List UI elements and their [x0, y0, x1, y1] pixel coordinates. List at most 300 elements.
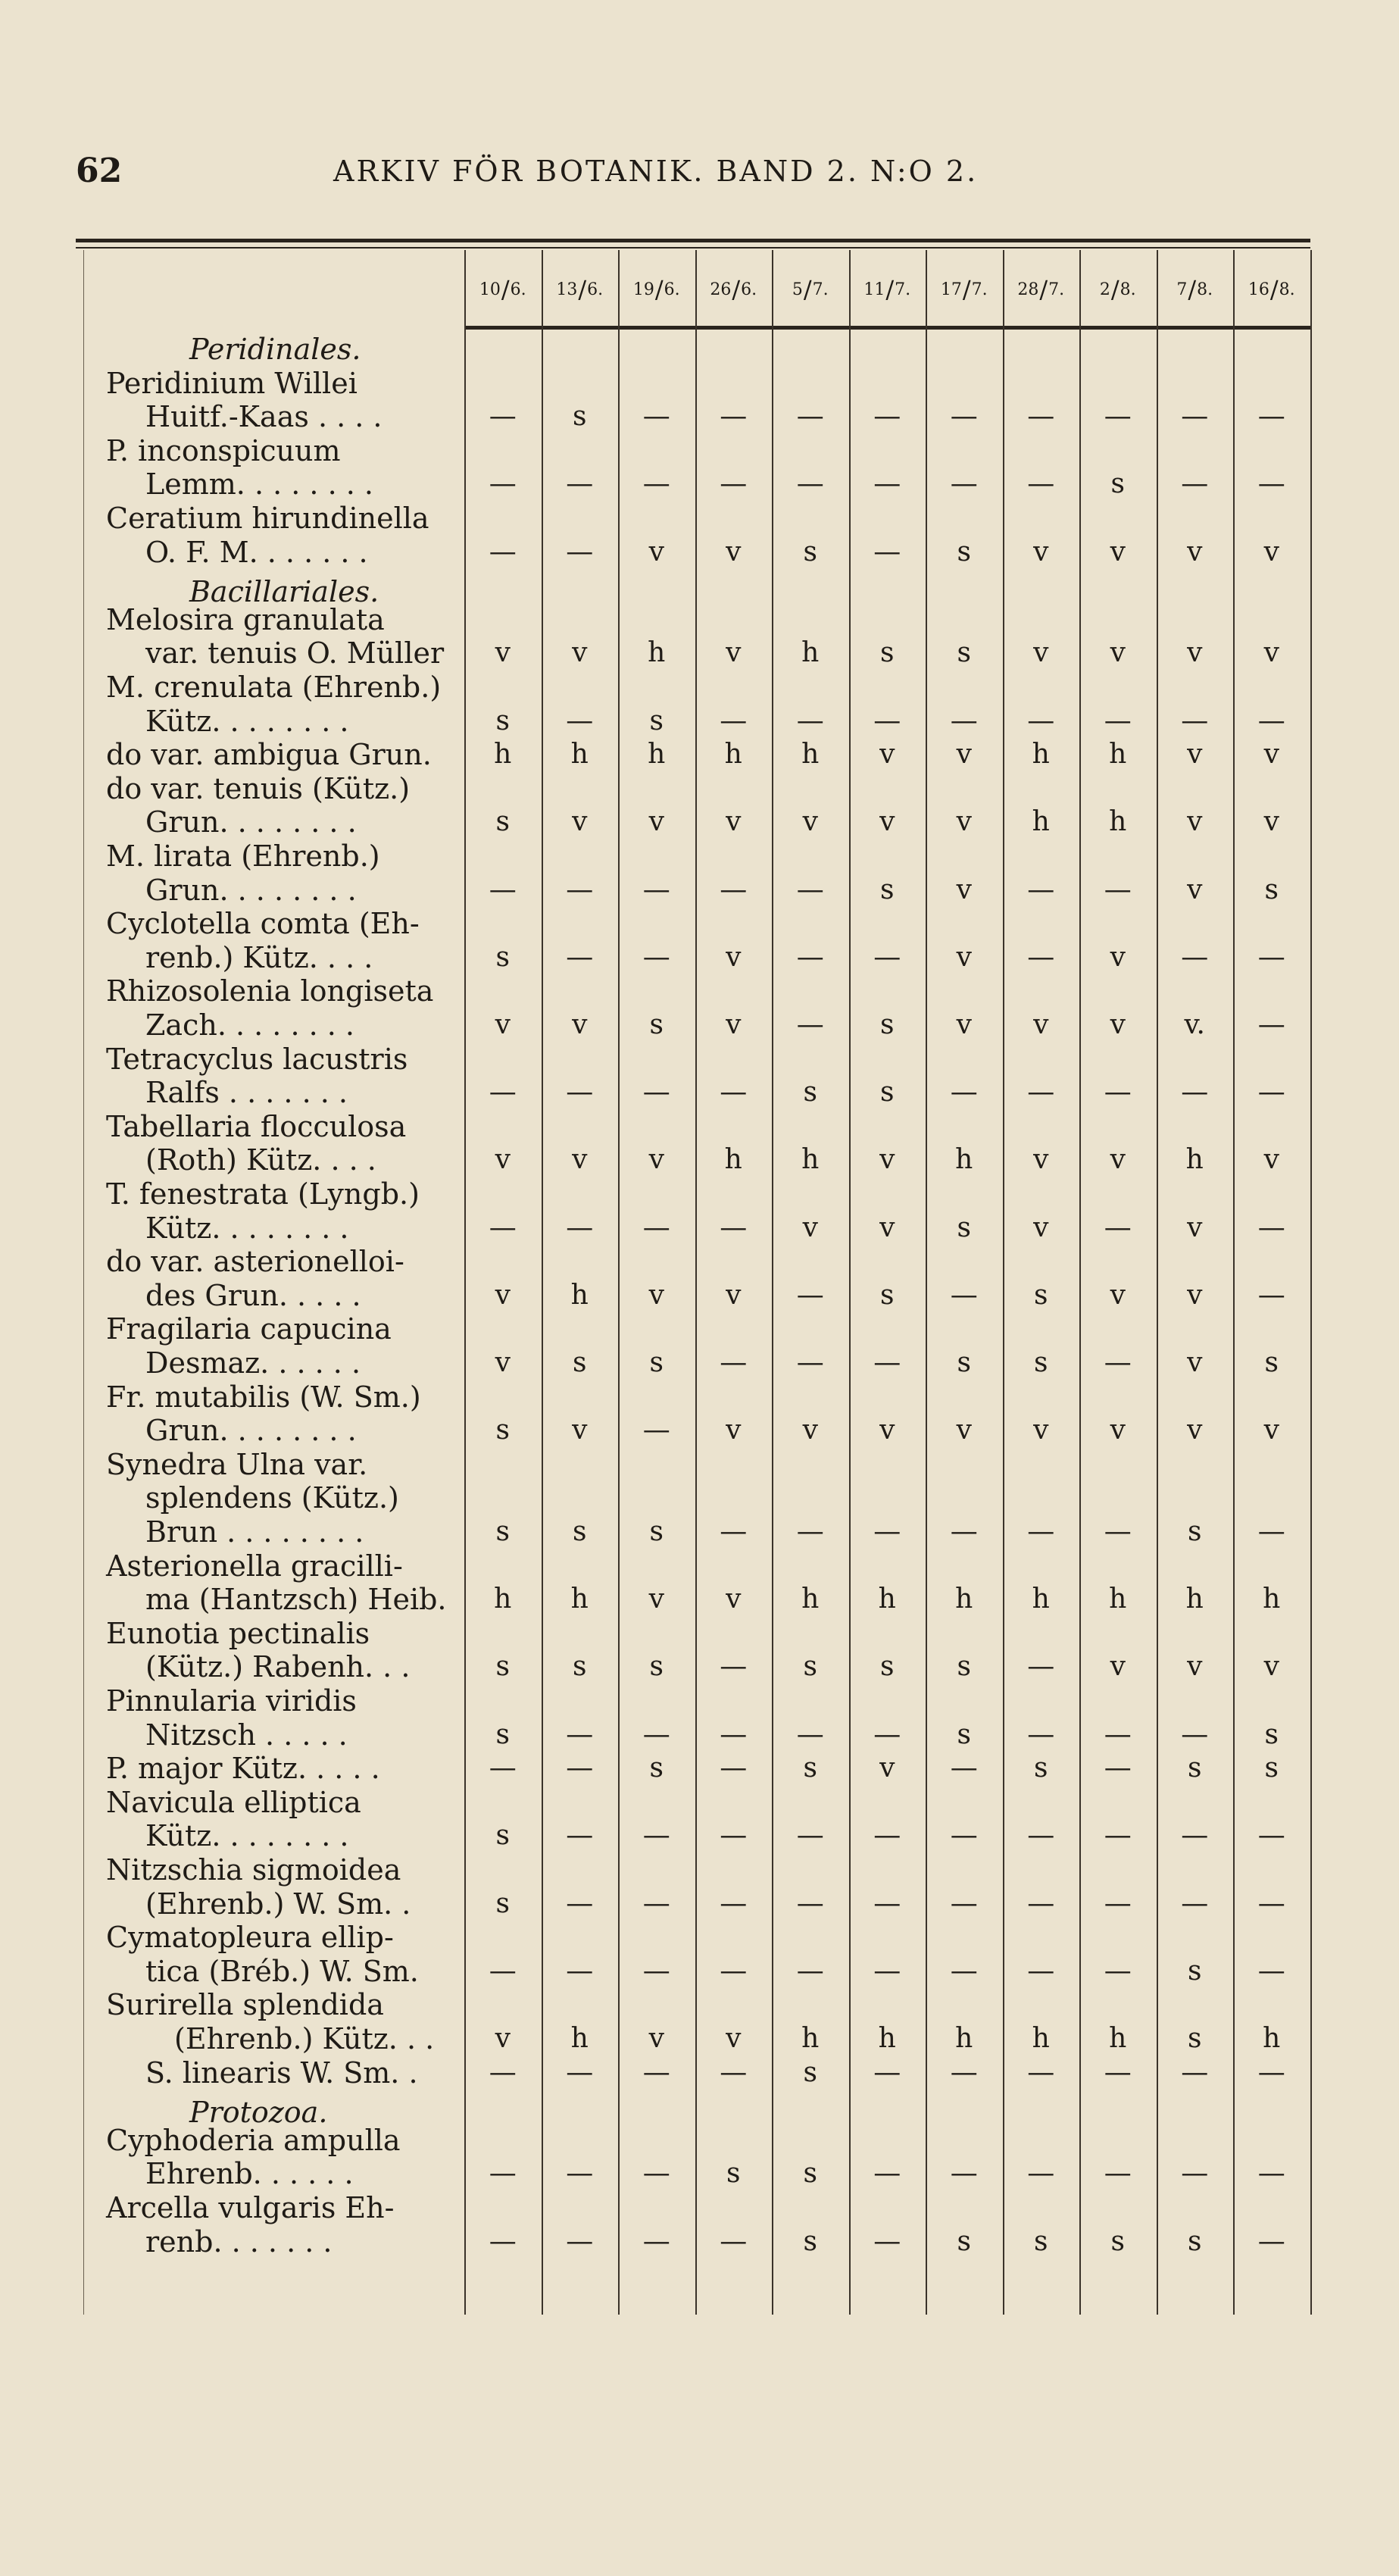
table-cell: —	[720, 1651, 748, 1683]
column-date-header	[772, 259, 849, 320]
table-cell: v	[879, 806, 895, 838]
date-month: 8.	[1279, 280, 1295, 299]
column-date-header	[926, 259, 1003, 320]
table-cell: —	[873, 1718, 901, 1750]
species-label: Eunotia pectinalis	[106, 1616, 370, 1650]
table-cell: —	[1104, 705, 1132, 736]
table-cell: s	[880, 637, 895, 669]
species-label: Peridinium Willei	[106, 366, 358, 400]
table-cell: —	[642, 1415, 670, 1446]
table-cell: h	[494, 1583, 512, 1615]
table-cell: —	[566, 468, 594, 500]
table-cell: v	[1033, 1009, 1049, 1040]
table-cell: v	[1263, 739, 1279, 771]
table-cell: v	[1187, 536, 1203, 567]
table-cell: —	[873, 1820, 901, 1852]
species-label: Lemm. . . . . . . .	[145, 467, 373, 502]
table-cell: s	[1188, 1516, 1202, 1547]
species-label: Cymatopleura ellip-	[106, 1921, 394, 1955]
species-label: Fr. mutabilis (W. Sm.)	[106, 1380, 421, 1414]
table-cell: —	[1257, 2225, 1285, 2257]
table-cell: —	[1027, 874, 1055, 905]
species-label: Desmaz. . . . . .	[145, 1346, 361, 1380]
table-cell: v	[1110, 1144, 1126, 1176]
date-slash: /	[962, 275, 971, 304]
date-slash: /	[654, 275, 664, 304]
table-cell: s	[957, 1211, 971, 1243]
table-cell: s	[880, 1651, 895, 1683]
column-date-header	[618, 259, 695, 320]
table-cell: —	[1104, 2056, 1132, 2088]
table-cell: s	[649, 1516, 664, 1547]
table-cell: v	[879, 1211, 895, 1243]
table-cell: —	[720, 1955, 748, 1987]
species-label: Zach. . . . . . . .	[145, 1008, 355, 1042]
date-day: 19	[632, 280, 654, 299]
date-day: 11	[863, 280, 885, 299]
table-cell: —	[1027, 1820, 1055, 1852]
date-slash: /	[732, 275, 741, 304]
species-label: Nitzschia sigmoidea	[106, 1853, 401, 1887]
table-cell: v	[802, 1211, 818, 1243]
table-cell: h	[724, 1144, 742, 1176]
table-cell: —	[642, 1820, 670, 1852]
table-cell: —	[1257, 2056, 1285, 2088]
table-cell: —	[489, 1077, 517, 1108]
table-cell: —	[720, 401, 748, 433]
column-divider	[926, 250, 927, 2315]
table-cell: s	[880, 1279, 895, 1311]
table-cell: —	[1257, 1279, 1285, 1311]
table-cell: —	[566, 2225, 594, 2257]
table-cell: —	[873, 536, 901, 567]
group-heading: Bacillariales.	[189, 575, 379, 609]
table-cell: s	[1034, 1752, 1048, 1784]
table-cell: —	[950, 1955, 978, 1987]
table-cell: —	[642, 2056, 670, 2088]
table-cell: —	[796, 874, 824, 905]
table-cell: —	[796, 1955, 824, 1987]
table-cell: —	[720, 1820, 748, 1852]
table-cell: s	[803, 1752, 817, 1784]
table-cell: h	[570, 2023, 589, 2054]
table-cell: v	[956, 739, 972, 771]
table-cell: v	[648, 1279, 664, 1311]
column-divider	[1157, 250, 1158, 2315]
table-cell: s	[1264, 874, 1279, 905]
species-label: (Ehrenb.) Kütz. . .	[174, 2022, 435, 2055]
table-cell: —	[1027, 1077, 1055, 1108]
species-label: Nitzsch . . . . .	[145, 1718, 348, 1752]
table-cell: —	[566, 536, 594, 567]
species-label: var. tenuis O. Müller	[145, 636, 445, 671]
table-cell: v	[1187, 1347, 1203, 1378]
date-day: 17	[940, 280, 962, 299]
table-cell: v	[1110, 941, 1126, 973]
table-cell: —	[566, 1718, 594, 1750]
table-cell: —	[720, 1516, 748, 1547]
table-cell: —	[489, 1211, 517, 1243]
species-label: M. crenulata (Ehrenb.)	[106, 671, 442, 704]
table-cell: —	[1257, 705, 1285, 736]
table-cell: s	[573, 1516, 587, 1547]
page-number: 62	[76, 152, 123, 190]
species-label: S. linearis W. Sm. .	[145, 2055, 418, 2090]
date-day: 28	[1017, 280, 1039, 299]
table-cell: h	[801, 1583, 820, 1615]
table-cell: v	[495, 2023, 511, 2054]
table-cell: —	[642, 1077, 670, 1108]
table-cell: —	[720, 705, 748, 736]
table-cell: —	[1104, 1955, 1132, 1987]
table-cell: s	[880, 1077, 895, 1108]
table-cell: —	[950, 1752, 978, 1784]
table-cell: s	[957, 1651, 971, 1683]
table-cell: —	[873, 941, 901, 973]
table-cell: —	[873, 2056, 901, 2088]
column-divider	[1233, 250, 1235, 2315]
table-cell: —	[950, 2158, 978, 2190]
table-cell: h	[1263, 2023, 1281, 2054]
table-cell: —	[1181, 468, 1209, 500]
table-cell: v	[572, 1415, 588, 1446]
table-cell: v	[726, 536, 742, 567]
table-cell: —	[873, 1347, 901, 1378]
species-label: (Roth) Kütz. . . .	[145, 1143, 376, 1177]
table-cell: v	[956, 874, 972, 905]
table-cell: s	[957, 1718, 971, 1750]
species-label: Brun . . . . . . . .	[145, 1515, 364, 1549]
species-label: (Kütz.) Rabenh. . .	[145, 1650, 411, 1684]
table-cell: h	[648, 739, 666, 771]
table-cell: v	[495, 1144, 511, 1176]
table-cell: s	[1188, 1752, 1202, 1784]
date-month: 7.	[1048, 280, 1065, 299]
table-cell: s	[880, 874, 895, 905]
table-cell: —	[1027, 941, 1055, 973]
species-label: Grun. . . . . . . .	[145, 805, 357, 839]
table-cell: v	[726, 637, 742, 669]
table-cell: —	[873, 2225, 901, 2257]
table-cell: —	[1104, 2158, 1132, 2190]
table-cell: h	[1032, 2023, 1050, 2054]
table-cell: —	[1027, 2056, 1055, 2088]
table-cell: v	[879, 1752, 895, 1784]
date-month: 8.	[1120, 280, 1136, 299]
table-cell: —	[720, 1211, 748, 1243]
table-cell: v	[1110, 637, 1126, 669]
table-cell: s	[495, 1516, 510, 1547]
table-cell: v	[879, 739, 895, 771]
table-cell: —	[1027, 2158, 1055, 2190]
table-cell: —	[720, 1718, 748, 1750]
column-divider	[1079, 250, 1081, 2315]
date-day: 16	[1248, 280, 1269, 299]
table-cell: —	[796, 1279, 824, 1311]
species-label: Huitf.-Kaas . . . .	[145, 400, 383, 434]
column-date-header	[1003, 259, 1080, 320]
table-cell: —	[1257, 2158, 1285, 2190]
table-cell: v	[648, 806, 664, 838]
table-cell: s	[1110, 2225, 1125, 2257]
table-cell: v	[956, 1009, 972, 1040]
table-cell: h	[1263, 1583, 1281, 1615]
species-label: Tabellaria flocculosa	[106, 1109, 407, 1143]
date-month: 7.	[971, 280, 988, 299]
table-cell: —	[1027, 468, 1055, 500]
species-label: tica (Bréb.) W. Sm.	[145, 1954, 419, 1988]
table-cell: h	[1032, 1583, 1050, 1615]
table-cell: —	[1104, 1211, 1132, 1243]
table-cell: —	[873, 1887, 901, 1919]
table-cell: v	[726, 941, 742, 973]
date-month: 8.	[1197, 280, 1213, 299]
table-cell: s	[957, 637, 971, 669]
table-cell: —	[566, 1211, 594, 1243]
species-label: Fragilaria capucina	[106, 1312, 392, 1346]
species-label: des Grun. . . . .	[145, 1278, 361, 1312]
species-label: P. major Kütz. . . . .	[106, 1752, 380, 1786]
table-cell: —	[796, 705, 824, 736]
species-label: do var. ambigua Grun.	[106, 738, 432, 772]
table-cell: s	[1264, 1718, 1279, 1750]
table-cell: —	[642, 941, 670, 973]
table-cell: —	[1181, 2056, 1209, 2088]
table-cell: v	[956, 806, 972, 838]
table-cell: —	[1257, 1820, 1285, 1852]
table-cell: —	[950, 401, 978, 433]
date-month: 6.	[664, 280, 680, 299]
species-label: Ralfs . . . . . . .	[145, 1076, 348, 1110]
table-cell: —	[873, 2158, 901, 2190]
column-date-header	[1157, 259, 1234, 320]
species-label: renb. . . . . . .	[145, 2224, 333, 2259]
table-cell: —	[1181, 401, 1209, 433]
species-label: Asterionella gracilli-	[106, 1549, 403, 1583]
table-cell: —	[1104, 1718, 1132, 1750]
table-cell: —	[796, 1820, 824, 1852]
table-cell: v	[726, 2023, 742, 2054]
table-cell: h	[801, 739, 820, 771]
group-heading: Peridinales.	[189, 333, 361, 366]
table-cell: —	[1257, 1955, 1285, 1987]
table-cell: v	[1033, 1415, 1049, 1446]
table-cell: —	[1027, 401, 1055, 433]
table-cell: v	[1263, 1144, 1279, 1176]
table-cell: h	[801, 1144, 820, 1176]
table-cell: —	[642, 2158, 670, 2190]
table-cell: —	[796, 941, 824, 973]
date-slash: /	[885, 275, 895, 304]
table-cell: v	[1033, 1144, 1049, 1176]
species-label: Melosira granulata	[106, 602, 385, 636]
table-cell: s	[803, 1651, 817, 1683]
table-cell: —	[489, 2225, 517, 2257]
table-cell: —	[950, 1887, 978, 1919]
table-cell: —	[642, 1718, 670, 1750]
table-cell: v	[802, 806, 818, 838]
table-cell: h	[1185, 1583, 1204, 1615]
table-cell: v	[1187, 1211, 1203, 1243]
table-cell: v	[1263, 536, 1279, 567]
table-cell: —	[1027, 1955, 1055, 1987]
date-slash: /	[578, 275, 587, 304]
table-cell: —	[489, 536, 517, 567]
column-divider	[464, 250, 466, 2315]
table-cell: —	[489, 401, 517, 433]
column-date-header	[1233, 259, 1310, 320]
column-date-header	[695, 259, 773, 320]
table-cell: h	[878, 2023, 896, 2054]
date-day: 5	[792, 280, 803, 299]
table-cell: s	[957, 2225, 971, 2257]
table-cell: s	[1034, 1279, 1048, 1311]
table-cell: v	[648, 2023, 664, 2054]
table-cell: —	[1257, 1211, 1285, 1243]
table-cell: v	[1110, 536, 1126, 567]
date-month: 6.	[510, 280, 526, 299]
table-cell: h	[570, 739, 589, 771]
table-cell: s	[495, 941, 510, 973]
table-cell: —	[873, 705, 901, 736]
table-cell: h	[648, 637, 666, 669]
table-cell: v	[802, 1415, 818, 1446]
table-cell: v	[879, 1144, 895, 1176]
table-cell: s	[573, 1651, 587, 1683]
date-slash: /	[1110, 275, 1120, 304]
table-cell: —	[1104, 401, 1132, 433]
table-cell: —	[1104, 1752, 1132, 1784]
table-cell: —	[642, 1887, 670, 1919]
table-cell: v.	[1184, 1009, 1205, 1040]
table-cell: s	[1264, 1752, 1279, 1784]
table-cell: v	[648, 1144, 664, 1176]
table-cell: —	[873, 1516, 901, 1547]
table-cell: —	[720, 2056, 748, 2088]
date-month: 7.	[895, 280, 911, 299]
table-cell: —	[1257, 1077, 1285, 1108]
table-cell: —	[1027, 1516, 1055, 1547]
group-heading: Protozoa.	[189, 2096, 328, 2130]
table-cell: —	[1181, 1820, 1209, 1852]
table-cell: —	[1181, 1077, 1209, 1108]
table-cell: —	[642, 1955, 670, 1987]
table-cell: s	[649, 1651, 664, 1683]
species-label: Kütz. . . . . . . .	[145, 704, 349, 738]
table-cell: —	[720, 468, 748, 500]
table-cell: —	[1104, 1820, 1132, 1852]
table-cell: v	[726, 806, 742, 838]
table-cell: v	[956, 941, 972, 973]
table-cell: v	[648, 1583, 664, 1615]
species-label: do var. asterionelloi-	[106, 1245, 404, 1279]
species-label: Cyclotella comta (Eh-	[106, 907, 420, 941]
table-cell: —	[642, 468, 670, 500]
column-date-header	[542, 259, 619, 320]
table-cell: v	[1187, 1415, 1203, 1446]
table-cell: —	[950, 2056, 978, 2088]
table-cell: v	[572, 806, 588, 838]
table-cell: v	[572, 1009, 588, 1040]
date-month: 6.	[741, 280, 757, 299]
table-cell: v	[495, 1347, 511, 1378]
date-day: 13	[556, 280, 578, 299]
table-cell: s	[803, 2158, 817, 2190]
table-cell: s	[803, 2056, 817, 2088]
table-cell: s	[957, 1347, 971, 1378]
species-label: Navicula elliptica	[106, 1785, 361, 1819]
table-cell: —	[566, 941, 594, 973]
table-cell: v	[572, 1144, 588, 1176]
table-cell: v	[726, 1279, 742, 1311]
table-cell: v	[1110, 1009, 1126, 1040]
date-slash: /	[501, 275, 510, 304]
species-label: Tetracyclus lacustris	[106, 1042, 408, 1076]
table-cell: v	[1033, 1211, 1049, 1243]
species-label: Arcella vulgaris Eh-	[106, 2191, 395, 2224]
table-cell: v	[1187, 1279, 1203, 1311]
table-cell: —	[1027, 1718, 1055, 1750]
column-divider	[695, 250, 697, 2315]
column-divider	[1003, 250, 1004, 2315]
species-label: splendens (Kütz.)	[145, 1481, 399, 1515]
table-cell: —	[566, 705, 594, 736]
table-cell: —	[950, 1516, 978, 1547]
date-day: 26	[710, 280, 732, 299]
table-cell: —	[796, 468, 824, 500]
table-cell: h	[1109, 2023, 1127, 2054]
table-cell: s	[649, 1752, 664, 1784]
species-label: O. F. M. . . . . . .	[145, 535, 368, 569]
table-cell: —	[566, 874, 594, 905]
date-month: 6.	[587, 280, 604, 299]
table-cell: —	[950, 1820, 978, 1852]
table-cell: s	[803, 2225, 817, 2257]
table-cell: s	[495, 1651, 510, 1683]
table-cell: v	[1263, 806, 1279, 838]
table-cell: —	[1027, 1651, 1055, 1683]
table-cell: s	[1188, 1955, 1202, 1987]
table-cell: —	[1027, 705, 1055, 736]
column-divider	[849, 250, 851, 2315]
table-cell: —	[1181, 1718, 1209, 1750]
table-cell: —	[796, 1347, 824, 1378]
table-cell: s	[1034, 1347, 1048, 1378]
table-cell: —	[796, 1009, 824, 1040]
table-cell: v	[1263, 1415, 1279, 1446]
species-label: Grun. . . . . . . .	[145, 873, 357, 907]
table-cell: —	[1104, 874, 1132, 905]
table-cell: v	[495, 1279, 511, 1311]
table-cell: s	[957, 536, 971, 567]
table-cell: v	[726, 1415, 742, 1446]
table-cell: —	[566, 1077, 594, 1108]
date-slash: /	[1269, 275, 1279, 304]
table-cell: —	[720, 1887, 748, 1919]
table-cell: —	[489, 1955, 517, 1987]
table-cell: s	[1264, 1347, 1279, 1378]
table-cell: v	[1263, 1651, 1279, 1683]
species-label: Ehrenb. . . . . .	[145, 2157, 354, 2191]
table-cell: —	[873, 468, 901, 500]
table-cell: v	[1110, 1415, 1126, 1446]
species-label: M. lirata (Ehrenb.)	[106, 839, 380, 873]
table-cell: —	[873, 1955, 901, 1987]
table-cell: —	[566, 1955, 594, 1987]
table-cell: —	[642, 874, 670, 905]
species-label: Pinnularia viridis	[106, 1684, 357, 1718]
table-cell: —	[1181, 941, 1209, 973]
